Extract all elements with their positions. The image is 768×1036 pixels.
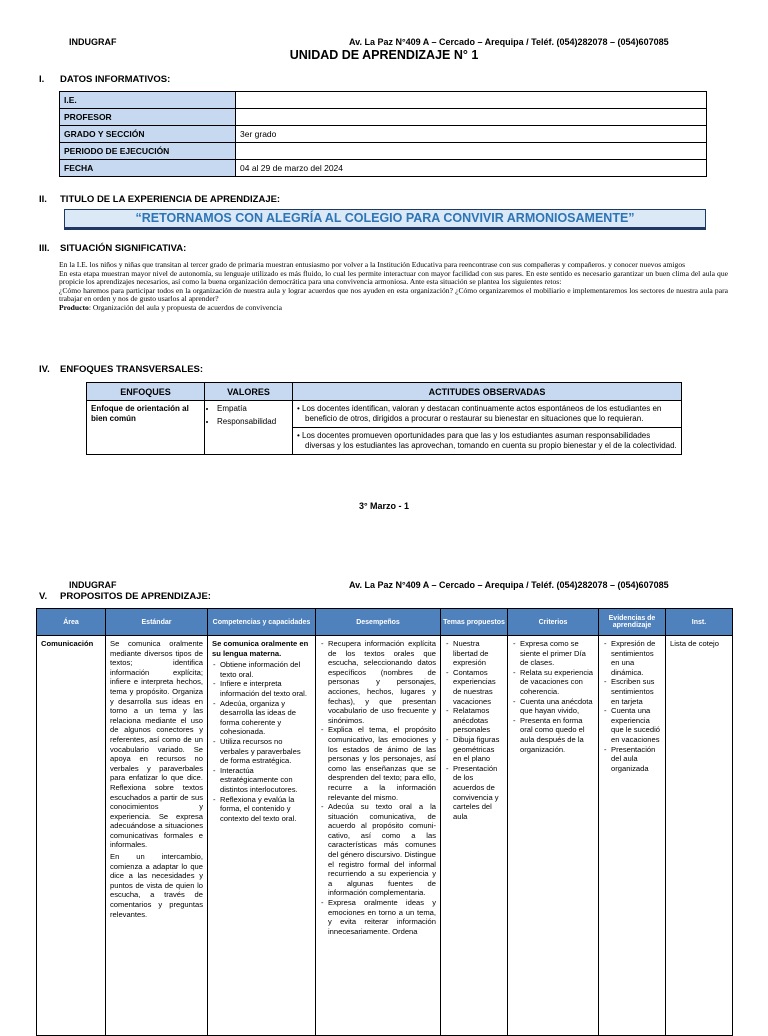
- info-label: PERIODO DE EJECUCIÓN: [60, 143, 236, 160]
- list-item: - Dibuja figuras geométricas en el plano: [453, 735, 503, 764]
- list-item: - Relata su experiencia de vacaciones con coherencia.: [520, 668, 594, 697]
- list-item: - Interactúa estratégicamente con distintos interlocutores.: [220, 766, 311, 795]
- section-title: TITULO DE LA EXPERIENCIA DE APRENDIZAJE:: [60, 194, 281, 205]
- column-header: Evidencias de aprendizaje: [599, 609, 666, 636]
- page-footer-label: 3° Marzo - 1: [358, 501, 410, 511]
- valores-cell: [205, 401, 293, 455]
- info-value: 04 al 29 de marzo del 2024: [236, 160, 707, 177]
- competencia-title: Se comunica oralmente en su lengua materna.: [212, 639, 309, 658]
- section-number: I.: [39, 74, 45, 85]
- section-number: IV.: [39, 364, 50, 375]
- column-header: ACTITUDES OBSERVADAS: [293, 383, 682, 401]
- situation-paragraph: ¿Cómo haremos para participar todos en la organización de nuestra aula y lograr acuerdos que nos ayuden en esta organización? ¿Cómo organizaremos el mobiliario e implementaremos los sectores de nuestra aula para trabajar en orden y nos de gusto usarlos al aprender?: [59, 285, 728, 304]
- list-item: - Cuenta una anécdota que hayan vivido,: [520, 697, 594, 716]
- product-text: : Organización del aula y propuesta de acuerdos de convivencia: [88, 302, 283, 312]
- evidencias-cell: [599, 636, 666, 1036]
- product-line: [59, 304, 728, 313]
- list-item: - Obtiene información del texto oral.: [220, 660, 311, 679]
- list-item: - Utiliza recursos no verbales y paraverbales de forma estratégica.: [220, 737, 311, 766]
- estandar-paragraph: Se comunica oralmente mediante diversos tipos de textos; identifica información explícita; infiere e interpreta hechos, tema y propósito. Organiza y desarrolla sus ideas en torno a un tema y las relaciona mediante el uso de algunos conectores y referentes, así como de un vocabulario variado. Se apoya en recursos no verbales y paraverbales para enfatizar lo que dice. Reflexiona sobre textos escuchados a partir de sus conocimientos y experiencia. Se expresa adecuándose a situaciones comunicativas formales e informales.: [110, 639, 203, 850]
- actitud-text: Los docentes identifican, valoran y destacan continuamente actos espontáneos de los estudiantes en beneficio de otros, dirigidos a procurar o restaurar su bienestar en situaciones que lo requieran.: [302, 404, 662, 423]
- list-item: - Reflexiona y evalúa la forma, el contenido y contexto del texto oral.: [220, 795, 311, 824]
- enfoques-table: [86, 382, 682, 455]
- info-label: I.E.: [60, 92, 236, 109]
- section-title: ENFOQUES TRANSVERSALES:: [60, 364, 204, 375]
- estandar-cell: [106, 636, 208, 1036]
- actitudes-cell: [293, 401, 682, 455]
- column-header: Área: [37, 609, 106, 636]
- situation-text: [59, 261, 728, 313]
- list-item: - Escriben sus sentimientos en tarjeta: [611, 677, 661, 706]
- info-label: FECHA: [60, 160, 236, 177]
- info-row: [60, 160, 707, 177]
- page-title: UNIDAD DE APRENDIZAJE N° 1: [289, 48, 479, 62]
- info-row: [60, 143, 707, 160]
- info-label: PROFESOR: [60, 109, 236, 126]
- column-header: Temas propuestos: [441, 609, 508, 636]
- section-number: III.: [39, 243, 50, 254]
- experience-title-banner: “RETORNAMOS CON ALEGRÍA AL COLEGIO PARA CONVIVIR ARMONIOSAMENTE”: [64, 209, 706, 228]
- situation-paragraph: En la I.E. los niños y niñas que transitan al tercer grado de primaria muestran entusiasmo por volver a la Institución Educativa para reencontrase con sus compañeras y compañeros. y conocer nuevos amigos: [59, 260, 686, 269]
- address: Av. La Paz N°409 A – Cercado – Arequipa / Teléf. (054)282078 – (054)607085: [349, 580, 669, 590]
- list-item: - Expresa como se siente el primer Día de clases.: [520, 639, 594, 668]
- info-row: [60, 109, 707, 126]
- criterios-cell: [508, 636, 599, 1036]
- list-item: - Explica el tema, el propósito comunicativo, las emociones y los estados de ánimo de las personas y los personajes, así como las enseñanzas que se desprenden del texto; para ello, recurre a la información relevante del mismo.: [328, 725, 436, 802]
- address: Av. La Paz N°409 A – Cercado – Arequipa / Teléf. (054)282078 – (054)607085: [349, 37, 669, 47]
- product-label: Producto: [59, 302, 89, 312]
- section-title: PROPOSITOS DE APRENDIZAJE:: [60, 591, 211, 602]
- info-value: [236, 92, 707, 109]
- info-value: [236, 143, 707, 160]
- temas-cell: [441, 636, 508, 1036]
- list-item: - Presenta en forma oral como quedo el aula después de la organización.: [520, 716, 594, 754]
- column-header: Competencias y capacidades: [208, 609, 316, 636]
- enfoque-cell: Enfoque de orientación al bien común: [87, 401, 205, 455]
- list-item: - Presentación de los acuerdos de convivencia y carteles del aula: [453, 764, 503, 822]
- column-header: Criterios: [508, 609, 599, 636]
- column-header: VALORES: [205, 383, 293, 401]
- list-item: - Expresión de sentimientos en una dinámica.: [611, 639, 661, 677]
- list-item: - Presentación del aula organizada: [611, 745, 661, 774]
- table-row: [37, 636, 733, 1036]
- list-item: - Nuestra libertad de expresión: [453, 639, 503, 668]
- situation-paragraph: En esta etapa muestran mayor nivel de autonomía, su lenguaje utilizado es más fluido, lo cual les permite interactuar con mayor facilidad con sus pares. En este sentido es necesario garantizar un buen clima del aula que propicie los aprendizajes necesarios, así como la buena organización democrática para una convivencia armoniosa. Ante esta situación se plantea los siguientes retos:: [59, 268, 728, 287]
- actitud-item: • Los docentes promueven oportunidades para que las y los estudiantes asuman responsabilidades diversas y los estudiantes las aprovechan, tomando en cuenta su propio bienestar y el de la colectividad.: [297, 431, 677, 450]
- list-item: - Cuenta una experiencia que le sucedió en vacaciones: [611, 706, 661, 744]
- list-item: • Responsabilidad: [217, 417, 288, 427]
- column-header: ENFOQUES: [87, 383, 205, 401]
- instrumento-cell: Lista de cotejo: [666, 636, 733, 1036]
- list-item: - Contamos experiencias de nuestras vacaciones: [453, 668, 503, 706]
- section-title: SITUACIÓN SIGNIFICATIVA:: [60, 243, 187, 254]
- column-header: Estándar: [106, 609, 208, 636]
- org-name: INDUGRAF: [69, 580, 117, 590]
- estandar-paragraph: En un intercambio, comienza a adaptar lo que dice a las necesidades y puntos de vista de quien lo escucha, a través de comentarios y preguntas relevantes.: [110, 852, 203, 919]
- competencias-cell: [208, 636, 316, 1036]
- section-title: DATOS INFORMATIVOS:: [60, 74, 171, 85]
- area-cell: Comunicación: [37, 636, 106, 1036]
- info-row: [60, 92, 707, 109]
- column-header: Inst.: [666, 609, 733, 636]
- list-item: - Infiere e interpreta información del texto oral.: [220, 679, 311, 698]
- list-item: - Adecúa, organiza y desarrolla las ideas de forma coherente y cohesionada.: [220, 699, 311, 737]
- table-row: [87, 401, 682, 455]
- list-item: - Expresa oralmente ideas y emociones en torno a un tema, y evita reiterar información innecesariamente. Ordena: [328, 898, 436, 936]
- info-label: GRADO Y SECCIÓN: [60, 126, 236, 143]
- actitud-text: Los docentes promueven oportunidades para que las y los estudiantes asuman responsabilidades diversas y los estudiantes las aprovechan, tomando en cuenta su propio bienestar y el de la colectividad.: [302, 431, 677, 450]
- list-item: • Empatía: [217, 404, 288, 414]
- list-item: - Relatamos anécdotas personales: [453, 706, 503, 735]
- info-row: [60, 126, 707, 143]
- desempenos-cell: [316, 636, 441, 1036]
- info-value: [236, 109, 707, 126]
- info-value: 3er grado: [236, 126, 707, 143]
- list-item: - Recupera información explícita de los textos orales que escucha, seleccionando datos específicos (nombres de personas y personajes, acciones, hechos, lugares y fechas), y que presentan vocabulario de uso frecuente y sinónimos.: [328, 639, 436, 725]
- column-header: Desempeños: [316, 609, 441, 636]
- info-table: [59, 91, 707, 177]
- propositos-table: [36, 608, 733, 1036]
- section-number: II.: [39, 194, 47, 205]
- org-name: INDUGRAF: [69, 37, 117, 47]
- list-item: - Adecúa su texto oral a la situación comunicativa, de acuerdo al propósito comuni-cativo, así como a las características más comunes del género discursivo. Distingue el registro formal del informal recurriendo a su experiencia y a algunas fuentes de información complementaria.: [328, 802, 436, 898]
- section-number: V.: [39, 591, 48, 602]
- actitud-item: • Los docentes identifican, valoran y destacan continuamente actos espontáneos de los estudiantes en beneficio de otros, dirigidos a procurar o restaurar su bienestar en situaciones que lo requieran.: [293, 401, 681, 428]
